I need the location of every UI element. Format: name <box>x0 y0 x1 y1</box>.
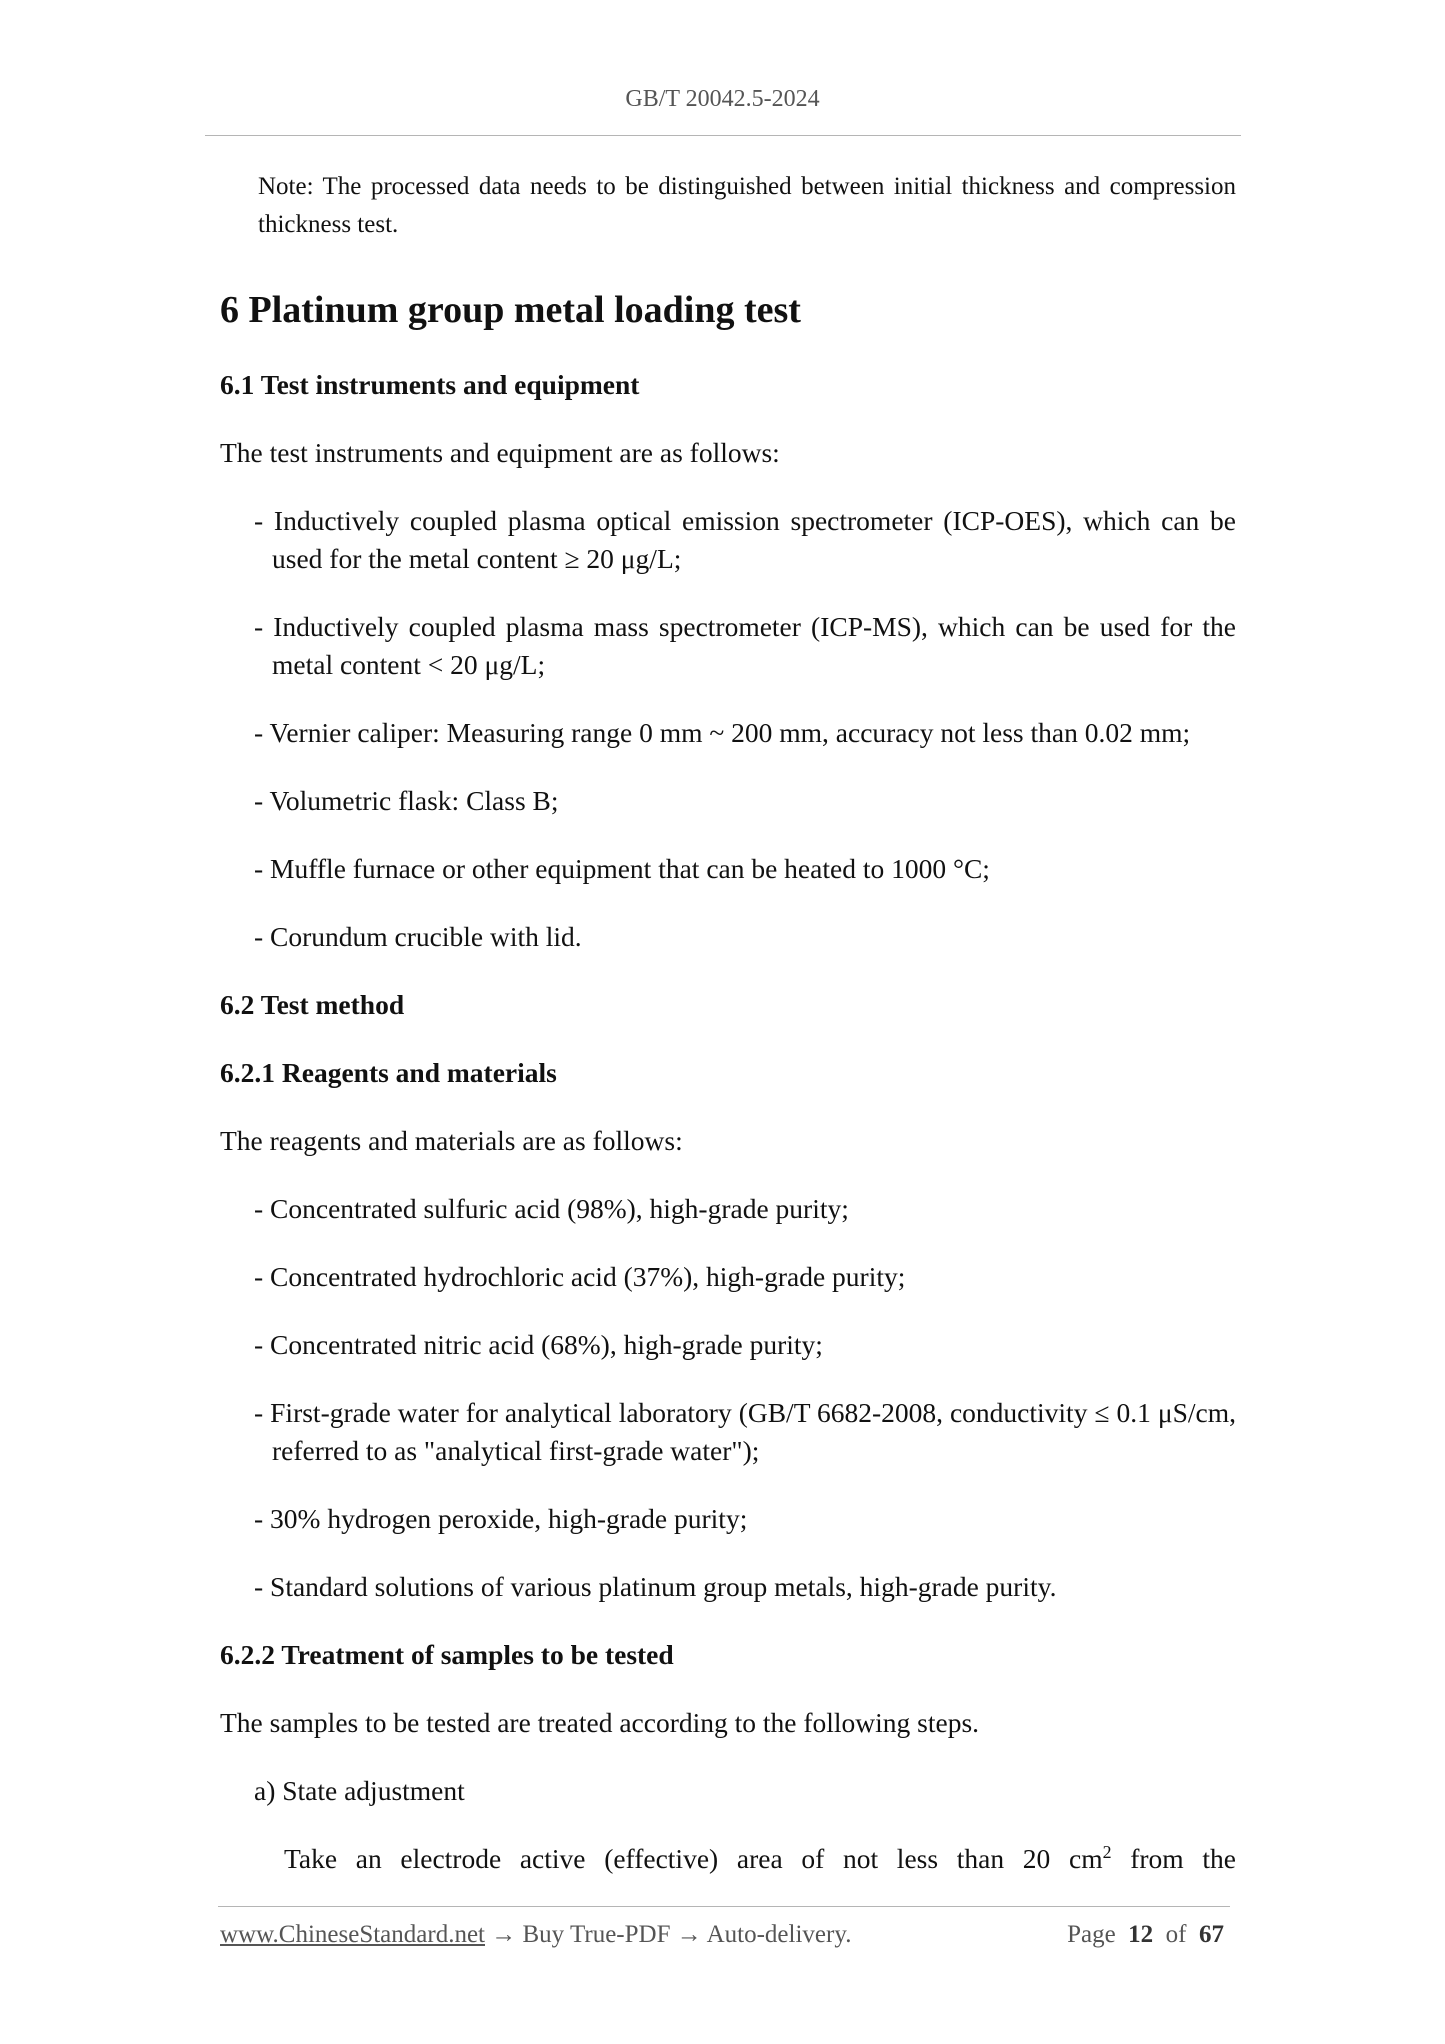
section-6-2-2-intro: The samples to be tested are treated according to the following steps. <box>220 1707 980 1738</box>
section-6-heading: 6 Platinum group metal loading test <box>220 289 801 331</box>
page-header <box>0 86 1445 113</box>
section-6-2-1-heading: 6.2.1 Reagents and materials <box>220 1057 557 1088</box>
footer-divider <box>218 1906 1230 1907</box>
section-6-2-2-heading: 6.2.2 Treatment of samples to be tested <box>220 1639 674 1670</box>
list-item: - Standard solutions of various platinum group metals, high-grade purity. <box>254 1571 1057 1602</box>
superscript: 2 <box>1102 1841 1112 1862</box>
reagents-list <box>220 1190 1236 1606</box>
page-current: 12 <box>1128 1921 1154 1948</box>
list-item: - Concentrated nitric acid (68%), high-grade purity; <box>254 1329 823 1360</box>
step-a-label: a) State adjustment <box>254 1775 465 1806</box>
note-paragraph: Note: The processed data needs to be distinguished between initial thickness and compression thickness test. <box>258 173 1236 238</box>
list-item: - Vernier caliper: Measuring range 0 mm ~ 200 mm, accuracy not less than 0.02 mm; <box>254 717 1191 748</box>
section-6-2-heading: 6.2 Test method <box>220 989 405 1020</box>
buy-text: Buy True-PDF <box>522 1921 671 1948</box>
list-item: - Muffle furnace or other equipment that can be heated to 1000 °C; <box>254 853 990 884</box>
page-footer <box>220 1921 1230 1957</box>
section-6-1-heading: 6.1 Test instruments and equipment <box>220 369 640 400</box>
list-item: - Inductively coupled plasma mass spectrometer (ICP-MS), which can be used for the metal content < 20 μg/L; <box>254 611 1236 680</box>
list-item: - Volumetric flask: Class B; <box>254 785 559 816</box>
standard-id: GB/T 20042.5-2024 <box>625 86 820 112</box>
list-item: - 30% hydrogen peroxide, high-grade purity; <box>254 1503 748 1534</box>
arrow-right-icon: → <box>491 1921 517 1948</box>
header-divider <box>205 135 1241 136</box>
delivery-text: Auto-delivery. <box>706 1921 852 1948</box>
list-item: - First-grade water for analytical laboratory (GB/T 6682-2008, conductivity ≤ 0.1 μS/cm, referred to as "analytical first-grade water"); <box>254 1397 1236 1466</box>
footer-promo <box>220 1921 851 1949</box>
arrow-right-icon: → <box>676 1921 702 1948</box>
document-body <box>220 168 1236 1878</box>
page-label: Page <box>1067 1921 1116 1948</box>
list-item: - Corundum crucible with lid. <box>254 921 582 952</box>
site-link[interactable]: www.ChineseStandard.net <box>220 1921 485 1948</box>
list-item: - Inductively coupled plasma optical emission spectrometer (ICP-OES), which can be used for the metal content ≥ 20 μg/L; <box>254 505 1236 574</box>
page-of: of <box>1165 1921 1187 1948</box>
step-a-text-pre: Take an electrode active (effective) area of not less than 20 cm <box>284 1843 1103 1874</box>
page-number <box>1067 1921 1224 1949</box>
equipment-list <box>220 502 1236 956</box>
step-a-text <box>284 1840 1236 1878</box>
list-item: - Concentrated sulfuric acid (98%), high-grade purity; <box>254 1193 849 1224</box>
section-6-1-intro: The test instruments and equipment are as follows: <box>220 437 780 468</box>
step-a-text-post: from the <box>1111 1843 1236 1874</box>
page-total: 67 <box>1199 1921 1224 1948</box>
section-6-2-1-intro: The reagents and materials are as follows: <box>220 1125 683 1156</box>
list-item: - Concentrated hydrochloric acid (37%), high-grade purity; <box>254 1261 906 1292</box>
